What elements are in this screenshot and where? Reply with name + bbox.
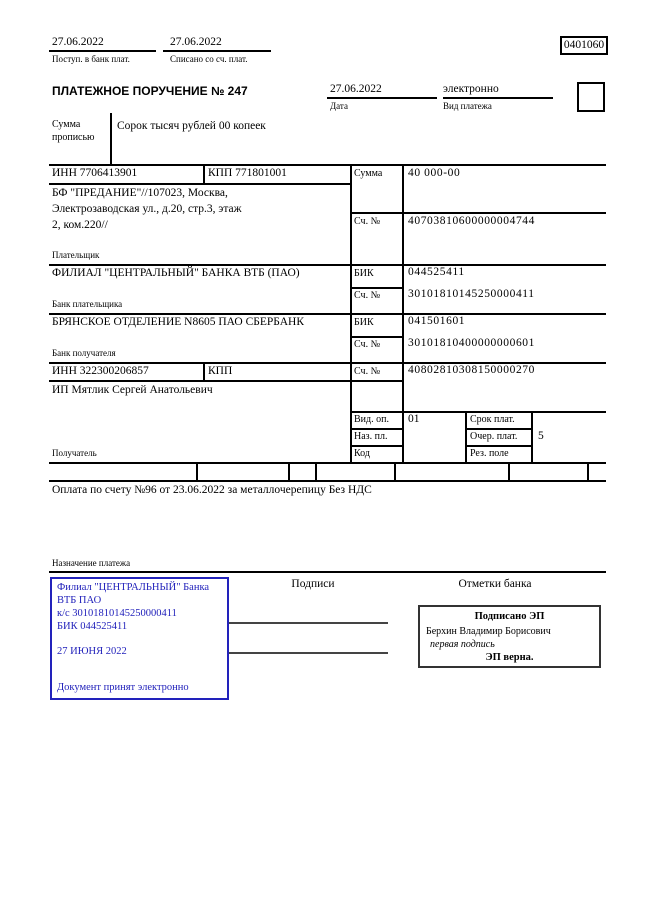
payment-kind-code-box [577, 82, 605, 112]
pay-purpose-label: Наз. пл. [354, 431, 388, 442]
form-code-box: 0401060 [560, 36, 608, 55]
payee-bank-name: БРЯНСКОЕ ОТДЕЛЕНИЕ N8605 ПАО СБЕРБАНК [52, 316, 304, 328]
signature-line-2 [229, 652, 388, 654]
table-line [531, 411, 533, 464]
amount-words-label-line1: Сумма [52, 119, 81, 130]
signature-line-1 [229, 622, 388, 624]
table-line [350, 212, 606, 214]
op-type-value: 01 [408, 413, 420, 425]
code-label: Код [354, 448, 370, 459]
payer-label: Плательщик [52, 250, 100, 260]
stamp-note: Документ принят электронно [57, 682, 189, 693]
table-line [350, 287, 404, 289]
payee-bank-bik: 041501601 [408, 315, 466, 327]
table-divider [315, 462, 317, 480]
payee-account: 40802810308150000270 [408, 364, 535, 376]
received-date-label: Поступ. в банк плат. [52, 54, 130, 64]
esign-title: Подписано ЭП [474, 611, 545, 622]
debited-date: 27.06.2022 [170, 36, 222, 48]
bank-stamp-box [50, 577, 229, 700]
payment-kind: электронно [443, 83, 499, 95]
payer-bank-account-label: Сч. № [354, 290, 381, 301]
payer-kpp: КПП 771801001 [208, 167, 287, 179]
payer-name-address [52, 186, 347, 233]
received-date: 27.06.2022 [52, 36, 104, 48]
reserve-field-label: Рез. поле [470, 448, 509, 459]
payee-bank-bik-label: БИК [354, 317, 374, 328]
payer-account-label: Сч. № [354, 216, 381, 227]
stamp-date: 27 ИЮНЯ 2022 [57, 646, 127, 657]
purpose-underline [49, 571, 606, 573]
esign-type: первая подпись [430, 639, 495, 650]
table-line [49, 183, 352, 185]
table-divider [587, 462, 589, 480]
payment-kind-underline [443, 97, 553, 99]
document-title: ПЛАТЕЖНОЕ ПОРУЧЕНИЕ № 247 [52, 84, 248, 98]
table-line [465, 445, 533, 447]
payee-inn: ИНН 322300206857 [52, 365, 149, 377]
table-line [350, 336, 404, 338]
doc-date-underline [327, 97, 437, 99]
esign-signer: Берхин Владимир Борисович [426, 626, 551, 637]
payee-bank-account: 30101810400000000601 [408, 337, 535, 349]
amount-words-divider [110, 113, 112, 164]
table-divider [196, 462, 198, 480]
esignature-box [418, 605, 601, 668]
esign-verified: ЭП верна. [485, 652, 534, 663]
amount-words-label-line2: прописью [52, 132, 95, 143]
table-line [350, 445, 404, 447]
payer-account: 40703810600000004744 [408, 215, 535, 227]
received-date-underline [49, 50, 156, 52]
payee-name: ИП Мятлик Сергей Анатольевич [52, 384, 213, 396]
amount-words-value: Сорок тысяч рублей 00 копеек [117, 120, 266, 132]
payee-account-label: Сч. № [354, 366, 381, 377]
table-divider [508, 462, 510, 480]
payer-address-line: 2, ком.220// [52, 218, 108, 231]
payer-inn: ИНН 7706413901 [52, 167, 138, 179]
table-line [465, 428, 533, 430]
table-line [465, 411, 467, 464]
payer-bank-bik: 044525411 [408, 266, 465, 278]
table-line [350, 380, 404, 382]
bank-marks-header: Отметки банка [458, 578, 532, 590]
payer-address-line: БФ "ПРЕДАНИЕ"//107023, Москва, [52, 187, 228, 199]
sum-label: Сумма [354, 168, 383, 179]
table-line [203, 164, 205, 185]
debited-date-label: Списано со сч. плат. [170, 54, 248, 64]
table-line [49, 462, 606, 464]
doc-date: 27.06.2022 [330, 83, 382, 95]
table-line [350, 428, 404, 430]
sum-value: 40 000-00 [408, 167, 461, 179]
table-line [203, 362, 205, 382]
payer-bank-bik-label: БИК [354, 268, 374, 279]
payer-bank-account: 30101810145250000411 [408, 288, 535, 300]
signatures-header: Подписи [291, 578, 335, 590]
due-date-label: Срок плат. [470, 414, 515, 425]
order-label: Очер. плат. [470, 431, 518, 442]
table-line [49, 380, 352, 382]
stamp-line: Филиал "ЦЕНТРАЛЬНЫЙ" Банка [57, 582, 210, 593]
stamp-line: БИК 044525411 [57, 621, 128, 632]
payer-bank-label: Банк плательщика [52, 299, 123, 309]
table-divider [288, 462, 290, 480]
purpose-label: Назначение платежа [52, 558, 131, 568]
payee-kpp-label: КПП [208, 365, 233, 377]
stamp-line: к/с 30101810145250000411 [57, 608, 177, 619]
payee-bank-account-label: Сч. № [354, 339, 381, 350]
order-value: 5 [538, 430, 544, 442]
debited-date-underline [163, 50, 271, 52]
payer-address-line: Электрозаводская ул., д.20, стр.3, этаж [52, 202, 242, 215]
table-line [49, 480, 606, 482]
doc-date-label: Дата [330, 101, 348, 111]
payment-kind-label: Вид платежа [443, 101, 492, 111]
op-type-label: Вид. оп. [354, 414, 389, 425]
payee-label: Получатель [52, 448, 97, 458]
table-divider [394, 462, 396, 480]
table-line [49, 164, 606, 166]
payer-bank-name: ФИЛИАЛ "ЦЕНТРАЛЬНЫЙ" БАНКА ВТБ (ПАО) [52, 267, 300, 279]
table-line [49, 264, 606, 266]
payee-bank-label: Банк получателя [52, 348, 116, 358]
table-line [49, 313, 606, 315]
purpose-text: Оплата по счету №96 от 23.06.2022 за металлочерепицу Без НДС [52, 484, 372, 496]
stamp-line: ВТБ ПАО [57, 595, 102, 606]
table-line [350, 411, 606, 413]
